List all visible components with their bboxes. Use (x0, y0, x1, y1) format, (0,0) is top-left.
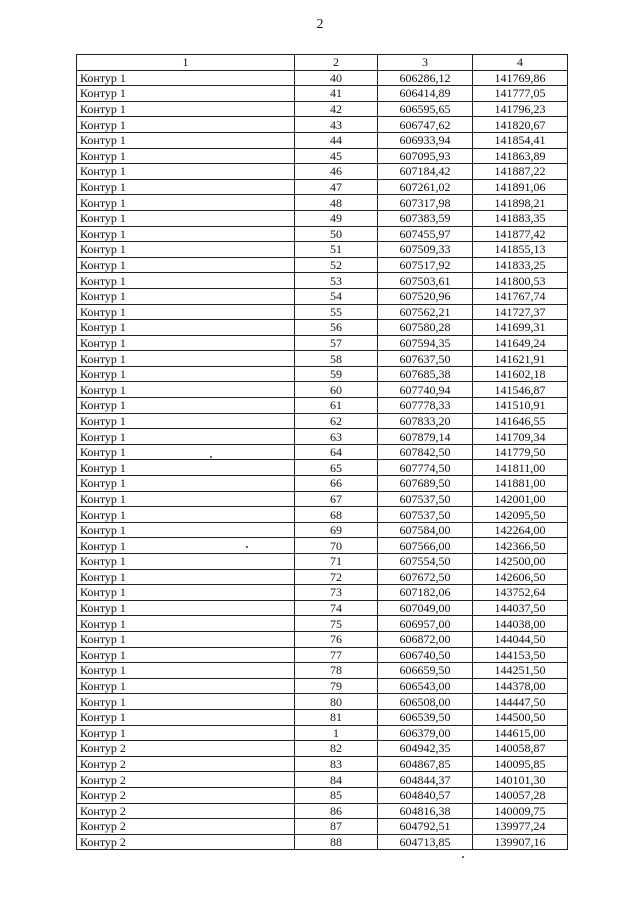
coordinate-y-cell: 142500,00 (473, 554, 568, 570)
point-number-cell: 53 (295, 273, 378, 289)
table-row (77, 86, 568, 102)
point-number-cell: 85 (295, 787, 378, 803)
contour-name-cell: Контур 1 (77, 335, 295, 351)
coordinate-y-cell: 141800,53 (473, 273, 568, 289)
contour-name-cell: Контур 1 (77, 569, 295, 585)
table-row (77, 179, 568, 195)
coordinate-x-cell: 607594,35 (378, 335, 473, 351)
coordinate-x-cell: 607740,94 (378, 382, 473, 398)
point-number-cell: 82 (295, 741, 378, 757)
contour-name-cell: Контур 1 (77, 273, 295, 289)
coordinate-y-cell: 144251,50 (473, 663, 568, 679)
contour-name-cell: Контур 1 (77, 585, 295, 601)
coordinate-y-cell: 142606,50 (473, 569, 568, 585)
point-number-cell: 67 (295, 491, 378, 507)
contour-name-cell: Контур 1 (77, 70, 295, 86)
contour-name-cell: Контур 1 (77, 86, 295, 102)
table-row (77, 538, 568, 554)
scan-speck (246, 546, 248, 548)
coordinate-y-cell: 141649,24 (473, 335, 568, 351)
coordinate-x-cell: 607672,50 (378, 569, 473, 585)
table-row (77, 413, 568, 429)
point-number-cell: 86 (295, 803, 378, 819)
contour-name-cell: Контур 1 (77, 491, 295, 507)
table-row (77, 117, 568, 133)
contour-name-cell: Контур 1 (77, 631, 295, 647)
point-number-cell: 80 (295, 694, 378, 710)
table-row (77, 491, 568, 507)
contour-name-cell: Контур 1 (77, 616, 295, 632)
coordinate-y-cell: 141855,13 (473, 242, 568, 258)
point-number-cell: 46 (295, 164, 378, 180)
point-number-cell: 56 (295, 320, 378, 336)
point-number-cell: 51 (295, 242, 378, 258)
coordinate-x-cell: 606595,65 (378, 101, 473, 117)
table-row (77, 663, 568, 679)
point-number-cell: 54 (295, 288, 378, 304)
table-row (77, 148, 568, 164)
coordinate-y-cell: 141833,25 (473, 257, 568, 273)
table-row (77, 304, 568, 320)
contour-name-cell: Контур 1 (77, 398, 295, 414)
table-row (77, 694, 568, 710)
contour-name-cell: Контур 2 (77, 787, 295, 803)
table-row (77, 787, 568, 803)
point-number-cell: 73 (295, 585, 378, 601)
coordinate-x-cell: 606872,00 (378, 631, 473, 647)
coordinate-x-cell: 606933,94 (378, 132, 473, 148)
table-row (77, 725, 568, 741)
coordinate-y-cell: 140058,87 (473, 741, 568, 757)
table-row (77, 351, 568, 367)
coordinate-y-cell: 141646,55 (473, 413, 568, 429)
point-number-cell: 78 (295, 663, 378, 679)
coordinate-y-cell: 144038,00 (473, 616, 568, 632)
coordinate-x-cell: 607637,50 (378, 351, 473, 367)
point-number-cell: 57 (295, 335, 378, 351)
table-row (77, 70, 568, 86)
point-number-cell: 48 (295, 195, 378, 211)
point-number-cell: 75 (295, 616, 378, 632)
contour-name-cell: Контур 1 (77, 709, 295, 725)
point-number-cell: 43 (295, 117, 378, 133)
coordinate-x-cell: 607049,00 (378, 600, 473, 616)
contour-name-cell: Контур 1 (77, 476, 295, 492)
contour-name-cell: Контур 1 (77, 600, 295, 616)
table-row (77, 273, 568, 289)
table-row (77, 398, 568, 414)
table-row (77, 164, 568, 180)
contour-name-cell: Контур 1 (77, 429, 295, 445)
coordinate-x-cell: 606747,62 (378, 117, 473, 133)
table-row (77, 382, 568, 398)
coordinate-x-cell: 607774,50 (378, 460, 473, 476)
point-number-cell: 72 (295, 569, 378, 585)
contour-name-cell: Контур 1 (77, 647, 295, 663)
point-number-cell: 64 (295, 444, 378, 460)
contour-name-cell: Контур 1 (77, 304, 295, 320)
coordinate-x-cell: 607261,02 (378, 179, 473, 195)
point-number-cell: 55 (295, 304, 378, 320)
contour-name-cell: Контур 1 (77, 210, 295, 226)
point-number-cell: 68 (295, 507, 378, 523)
point-number-cell: 65 (295, 460, 378, 476)
point-number-cell: 47 (295, 179, 378, 195)
coordinate-x-cell: 607842,50 (378, 444, 473, 460)
column-header-1: 1 (77, 55, 295, 71)
coordinate-y-cell: 141883,35 (473, 210, 568, 226)
coordinate-x-cell: 606957,00 (378, 616, 473, 632)
coordinate-x-cell: 607503,61 (378, 273, 473, 289)
coordinate-y-cell: 141796,23 (473, 101, 568, 117)
coordinate-x-cell: 607685,38 (378, 366, 473, 382)
coordinate-y-cell: 142264,00 (473, 522, 568, 538)
contour-name-cell: Контур 1 (77, 257, 295, 273)
coordinate-y-cell: 141727,37 (473, 304, 568, 320)
contour-name-cell: Контур 1 (77, 382, 295, 398)
coordinate-y-cell: 144447,50 (473, 694, 568, 710)
point-number-cell: 44 (295, 132, 378, 148)
coordinate-y-cell: 144037,50 (473, 600, 568, 616)
coordinate-y-cell: 142366,50 (473, 538, 568, 554)
point-number-cell: 52 (295, 257, 378, 273)
contour-name-cell: Контур 1 (77, 179, 295, 195)
scan-speck (462, 856, 464, 858)
contour-name-cell: Контур 1 (77, 320, 295, 336)
coordinate-x-cell: 607554,50 (378, 554, 473, 570)
coordinate-y-cell: 141767,74 (473, 288, 568, 304)
contour-name-cell: Контур 1 (77, 444, 295, 460)
point-number-cell: 62 (295, 413, 378, 429)
table-row (77, 741, 568, 757)
point-number-cell: 59 (295, 366, 378, 382)
coordinate-x-cell: 607509,33 (378, 242, 473, 258)
point-number-cell: 87 (295, 819, 378, 835)
contour-name-cell: Контур 1 (77, 460, 295, 476)
coordinate-x-cell: 607879,14 (378, 429, 473, 445)
table-row (77, 600, 568, 616)
point-number-cell: 79 (295, 678, 378, 694)
point-number-cell: 88 (295, 834, 378, 850)
coordinate-y-cell: 142001,00 (473, 491, 568, 507)
point-number-cell: 83 (295, 756, 378, 772)
table-row (77, 476, 568, 492)
coordinate-x-cell: 606740,50 (378, 647, 473, 663)
coordinate-y-cell: 141510,91 (473, 398, 568, 414)
contour-name-cell: Контур 1 (77, 663, 295, 679)
table-row (77, 366, 568, 382)
coordinate-y-cell: 141777,05 (473, 86, 568, 102)
coordinate-y-cell: 141891,06 (473, 179, 568, 195)
table-row (77, 195, 568, 211)
contour-name-cell: Контур 1 (77, 117, 295, 133)
coordinate-x-cell: 607317,98 (378, 195, 473, 211)
coordinate-x-cell: 606286,12 (378, 70, 473, 86)
coordinate-x-cell: 604867,85 (378, 756, 473, 772)
point-number-cell: 71 (295, 554, 378, 570)
coordinate-y-cell: 141898,21 (473, 195, 568, 211)
coordinate-x-cell: 604840,57 (378, 787, 473, 803)
table-row (77, 460, 568, 476)
coordinate-y-cell: 141709,34 (473, 429, 568, 445)
contour-name-cell: Контур 1 (77, 226, 295, 242)
contour-name-cell: Контур 1 (77, 288, 295, 304)
coordinate-x-cell: 607580,28 (378, 320, 473, 336)
coordinate-y-cell: 144378,00 (473, 678, 568, 694)
coordinate-x-cell: 604942,35 (378, 741, 473, 757)
coordinate-y-cell: 139907,16 (473, 834, 568, 850)
table-row (77, 631, 568, 647)
coordinate-x-cell: 606414,89 (378, 86, 473, 102)
contour-name-cell: Контур 1 (77, 413, 295, 429)
coordinate-x-cell: 607584,00 (378, 522, 473, 538)
contour-name-cell: Контур 2 (77, 819, 295, 835)
column-header-3: 3 (378, 55, 473, 71)
table-row (77, 210, 568, 226)
coordinate-y-cell: 141877,42 (473, 226, 568, 242)
coordinate-y-cell: 144615,00 (473, 725, 568, 741)
table-row (77, 585, 568, 601)
coordinate-x-cell: 607383,59 (378, 210, 473, 226)
table-row (77, 522, 568, 538)
table-row (77, 678, 568, 694)
contour-name-cell: Контур 1 (77, 195, 295, 211)
table-body (77, 70, 568, 850)
coordinate-x-cell: 607689,50 (378, 476, 473, 492)
coordinate-x-cell: 607778,33 (378, 398, 473, 414)
coordinate-y-cell: 141699,31 (473, 320, 568, 336)
contour-name-cell: Контур 1 (77, 101, 295, 117)
table-row (77, 616, 568, 632)
table-row (77, 803, 568, 819)
coordinate-y-cell: 144153,50 (473, 647, 568, 663)
coordinate-x-cell: 606659,50 (378, 663, 473, 679)
contour-name-cell: Контур 2 (77, 772, 295, 788)
table-row (77, 709, 568, 725)
contour-name-cell: Контур 2 (77, 803, 295, 819)
coordinate-y-cell: 141779,50 (473, 444, 568, 460)
point-number-cell: 50 (295, 226, 378, 242)
coordinate-y-cell: 141546,87 (473, 382, 568, 398)
coordinate-x-cell: 607537,50 (378, 507, 473, 523)
coordinate-y-cell: 141881,00 (473, 476, 568, 492)
table-row (77, 288, 568, 304)
contour-name-cell: Контур 1 (77, 351, 295, 367)
point-number-cell: 66 (295, 476, 378, 492)
coordinate-x-cell: 607833,20 (378, 413, 473, 429)
point-number-cell: 60 (295, 382, 378, 398)
point-number-cell: 42 (295, 101, 378, 117)
point-number-cell: 77 (295, 647, 378, 663)
coordinate-y-cell: 140057,28 (473, 787, 568, 803)
contour-name-cell: Контур 1 (77, 678, 295, 694)
point-number-cell: 61 (295, 398, 378, 414)
coordinate-y-cell: 140095,85 (473, 756, 568, 772)
coordinate-x-cell: 604792,51 (378, 819, 473, 835)
coordinate-y-cell: 141621,91 (473, 351, 568, 367)
coordinate-x-cell: 606508,00 (378, 694, 473, 710)
table-row (77, 647, 568, 663)
coordinate-y-cell: 139977,24 (473, 819, 568, 835)
point-number-cell: 84 (295, 772, 378, 788)
table-row (77, 257, 568, 273)
point-number-cell: 58 (295, 351, 378, 367)
point-number-cell: 1 (295, 725, 378, 741)
table-row (77, 507, 568, 523)
contour-name-cell: Контур 1 (77, 522, 295, 538)
contour-name-cell: Контур 1 (77, 538, 295, 554)
contour-name-cell: Контур 1 (77, 554, 295, 570)
contour-name-cell: Контур 1 (77, 507, 295, 523)
table-row (77, 335, 568, 351)
coordinate-y-cell: 142095,50 (473, 507, 568, 523)
table-row (77, 772, 568, 788)
coordinates-table (76, 54, 568, 850)
table-row (77, 226, 568, 242)
point-number-cell: 45 (295, 148, 378, 164)
contour-name-cell: Контур 1 (77, 725, 295, 741)
coordinate-y-cell: 141820,67 (473, 117, 568, 133)
table-row (77, 834, 568, 850)
scan-speck (210, 456, 212, 458)
table-row (77, 132, 568, 148)
column-header-2: 2 (295, 55, 378, 71)
point-number-cell: 41 (295, 86, 378, 102)
column-header-4: 4 (473, 55, 568, 71)
coordinate-x-cell: 607455,97 (378, 226, 473, 242)
coordinate-x-cell: 604816,38 (378, 803, 473, 819)
contour-name-cell: Контур 2 (77, 756, 295, 772)
table-row (77, 101, 568, 117)
table-row (77, 569, 568, 585)
point-number-cell: 81 (295, 709, 378, 725)
table-row (77, 320, 568, 336)
point-number-cell: 69 (295, 522, 378, 538)
coordinate-x-cell: 607184,42 (378, 164, 473, 180)
point-number-cell: 63 (295, 429, 378, 445)
coordinate-x-cell: 607520,96 (378, 288, 473, 304)
coordinate-x-cell: 604844,37 (378, 772, 473, 788)
coordinate-y-cell: 140009,75 (473, 803, 568, 819)
point-number-cell: 40 (295, 70, 378, 86)
table-row (77, 444, 568, 460)
point-number-cell: 76 (295, 631, 378, 647)
coordinate-y-cell: 143752,64 (473, 585, 568, 601)
coordinate-x-cell: 607095,93 (378, 148, 473, 164)
coordinate-x-cell: 606539,50 (378, 709, 473, 725)
coordinate-x-cell: 607182,06 (378, 585, 473, 601)
coordinate-y-cell: 140101,30 (473, 772, 568, 788)
coordinate-y-cell: 141854,41 (473, 132, 568, 148)
contour-name-cell: Контур 1 (77, 694, 295, 710)
table-row (77, 242, 568, 258)
contour-name-cell: Контур 2 (77, 834, 295, 850)
table-row (77, 554, 568, 570)
coordinate-y-cell: 141769,86 (473, 70, 568, 86)
point-number-cell: 49 (295, 210, 378, 226)
table-row (77, 819, 568, 835)
table-row (77, 756, 568, 772)
coordinate-y-cell: 141811,00 (473, 460, 568, 476)
coordinate-x-cell: 606379,00 (378, 725, 473, 741)
coordinate-y-cell: 144500,50 (473, 709, 568, 725)
coordinate-x-cell: 607566,00 (378, 538, 473, 554)
coordinate-x-cell: 604713,85 (378, 834, 473, 850)
coordinate-x-cell: 607537,50 (378, 491, 473, 507)
contour-name-cell: Контур 1 (77, 132, 295, 148)
contour-name-cell: Контур 1 (77, 366, 295, 382)
contour-name-cell: Контур 1 (77, 148, 295, 164)
coordinate-y-cell: 141602,18 (473, 366, 568, 382)
contour-name-cell: Контур 1 (77, 242, 295, 258)
coordinate-y-cell: 141887,22 (473, 164, 568, 180)
contour-name-cell: Контур 2 (77, 741, 295, 757)
point-number-cell: 70 (295, 538, 378, 554)
coordinate-x-cell: 607517,92 (378, 257, 473, 273)
contour-name-cell: Контур 1 (77, 164, 295, 180)
table-header-row (77, 55, 568, 71)
coordinate-y-cell: 144044,50 (473, 631, 568, 647)
coordinate-x-cell: 607562,21 (378, 304, 473, 320)
coordinate-y-cell: 141863,89 (473, 148, 568, 164)
point-number-cell: 74 (295, 600, 378, 616)
table-row (77, 429, 568, 445)
page-number: 2 (316, 17, 324, 32)
coordinate-x-cell: 606543,00 (378, 678, 473, 694)
